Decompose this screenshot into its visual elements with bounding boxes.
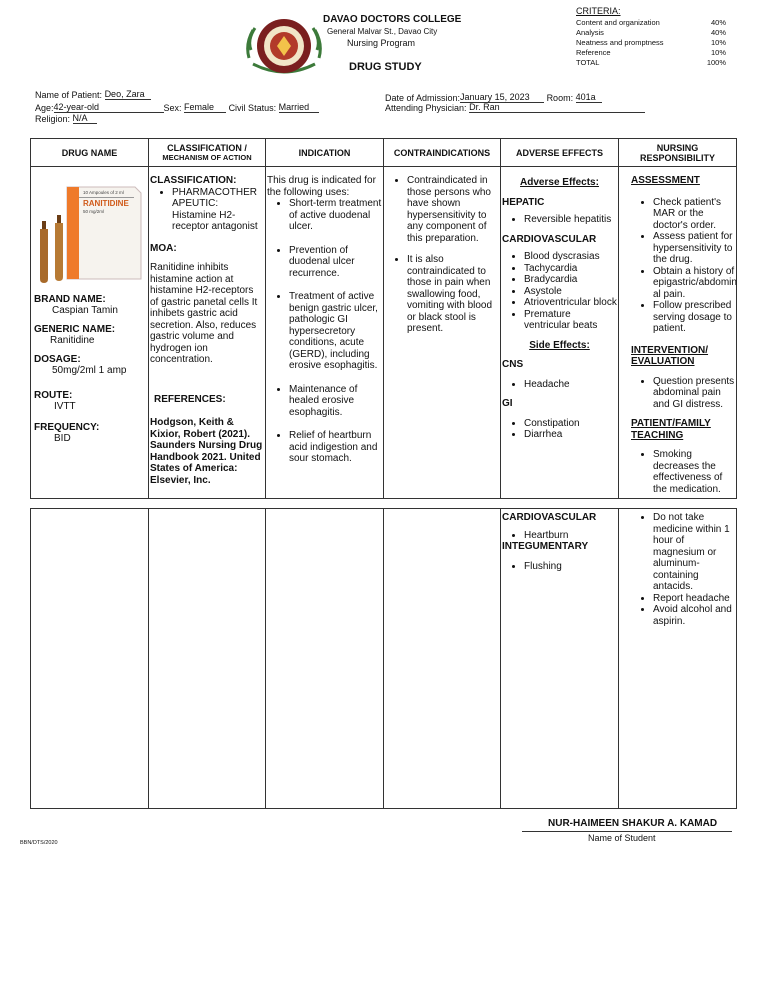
hepatic-label: HEPATIC — [502, 196, 545, 208]
col-contraindications: CONTRAINDICATIONS — [384, 139, 501, 167]
cns-label: CNS — [502, 359, 524, 370]
nursing-item: • Assess patient for hypersensitivity to the drug. — [653, 231, 735, 266]
references-text: Hodgson, Keith & Kixior, Robert (2021). Saunders Nursing Drug Handbook 2021. United States of America: Elsevier, Inc. — [150, 417, 263, 486]
empty-cell — [266, 509, 384, 809]
adverse-item: • Heartburn — [524, 530, 617, 542]
moa-label: MOA: — [150, 242, 177, 254]
patient-name: Deo, Zara — [105, 89, 151, 100]
room-number: 401a — [576, 92, 602, 103]
signature-line — [522, 831, 732, 832]
box-dose-text: 50 mg/2ml — [83, 209, 105, 214]
adverse-item: • Headache — [524, 379, 617, 391]
admission-row: Date of Admission:January 15, 2023 Room: 401a — [385, 92, 602, 103]
indication-item: • Relief of heartburn acid indigestion and sour stomach. — [289, 430, 382, 465]
box-brand-text: RANITIDINE — [83, 199, 129, 208]
criteria-box — [576, 6, 726, 68]
indication-item: • Treatment of active benign gastric ulcer, pathologic GI hypersecretory conditions, acute (GERD), including erosive esophagitis. — [289, 291, 382, 372]
college-address: General Malvar St., Davao City — [327, 27, 438, 36]
patient-civil-status: Married — [279, 102, 319, 113]
adverse-item: • Diarrhea — [524, 429, 617, 441]
student-name: NUR-HAIMEEN SHAKUR A. KAMAD — [548, 818, 718, 829]
indication-item: • Short-term treatment of active duodenal ulcer. — [289, 198, 382, 233]
patient-age-row: Age:42-year-old Sex: Female Civil Status: Married — [35, 102, 319, 113]
gi-label: GI — [502, 398, 513, 409]
physician-row: Attending Physician: Dr. Ran — [385, 102, 645, 113]
side-effects-title: Side Effects: — [529, 339, 590, 351]
pharmacotherapeutic-value: Histamine H2-receptor antagonist — [172, 209, 258, 232]
criteria-row: Content and organization 40% — [576, 18, 726, 27]
criteria-row: Reference 10% — [576, 48, 726, 57]
adverse-item: • Blood dyscrasias — [524, 251, 617, 263]
adverse-item: • Flushing — [524, 561, 617, 573]
intervention-label: INTERVENTION/ EVALUATION — [631, 344, 709, 367]
route: IVTT — [54, 401, 76, 412]
indication-intro: This drug is indicated for the following uses: — [267, 175, 376, 198]
college-name: DAVAO DOCTORS COLLEGE — [323, 14, 462, 25]
patient-name-row: Name of Patient: Deo, Zara — [35, 89, 151, 100]
form-code: BBN/DTS/2020 — [20, 840, 58, 846]
adverse-item: • Constipation — [524, 418, 617, 430]
classification-cell — [149, 167, 266, 499]
nursing-item: • Check patient's MAR or the doctor's order. — [653, 197, 735, 232]
contraindication-item: • It is also contraindicated to those in pain when swallowing food, vomiting with blood or black stool is present. — [407, 254, 499, 335]
admission-date: January 15, 2023 — [460, 92, 544, 103]
frequency: BID — [54, 433, 71, 444]
moa-text: Ranitidine inhibits histamine action at histamine H2-receptors of gastric panetal cells It inhibets gastric acid secretion. Also, reduces gastric volume and hydrogen ion concentration. — [150, 262, 258, 365]
pharmacotherapeutic-label: PHARMACOTHER APEUTIC: — [172, 186, 258, 209]
adverse-item: • Asystole — [524, 286, 617, 298]
nursing-item: • Report headache — [653, 593, 735, 605]
adverse-effects-title: Adverse Effects: — [520, 177, 599, 188]
integumentary-label: INTEGUMENTARY — [502, 541, 589, 552]
attending-physician: Dr. Ran — [469, 102, 645, 113]
empty-cell — [31, 509, 149, 809]
student-name-label: Name of Student — [588, 833, 656, 843]
classification-label: CLASSIFICATION: — [150, 175, 237, 186]
cardiovascular-label: CARDIOVASCULAR — [502, 233, 597, 245]
adverse-item: • Tachycardia — [524, 263, 617, 275]
col-classification: CLASSIFICATION / MECHANISM OF ACTION — [149, 139, 266, 167]
indication-cell — [266, 167, 384, 499]
patient-religion-row: Religion: N/A — [35, 113, 97, 124]
empty-cell — [149, 509, 266, 809]
drug-name-cell — [31, 167, 149, 499]
indication-item: • Maintenance of healed erosive esophagitis. — [289, 384, 382, 419]
references-label: REFERENCES: — [154, 393, 226, 405]
col-nursing-responsibility: NURSING RESPONSIBILITY — [619, 139, 737, 167]
document-title: DRUG STUDY — [349, 61, 422, 73]
contraindication-item: • Contraindicated in those persons who have shown hypersensitivity to any component of this preparation. — [407, 175, 499, 244]
criteria-row: TOTAL 100% — [576, 58, 726, 67]
nursing-cont-cell — [619, 509, 737, 809]
route-label: ROUTE: — [34, 390, 73, 401]
dosage: 50mg/2ml 1 amp — [52, 365, 127, 376]
col-adverse-effects: ADVERSE EFFECTS — [501, 139, 619, 167]
nursing-item: • Smoking decreases the effectiveness of the medication. — [653, 449, 735, 495]
cardiovascular-label: CARDIOVASCULAR — [502, 512, 597, 523]
adverse-effects-cell — [501, 167, 619, 499]
generic-name-label: GENERIC NAME: — [34, 324, 116, 335]
criteria-row: Neatness and promptness 10% — [576, 38, 726, 47]
indication-item: • Prevention of duodenal ulcer recurrence. — [289, 245, 382, 280]
drug-study-table — [30, 138, 737, 499]
program-name: Nursing Program — [347, 38, 416, 48]
nursing-item: • Question presents abdominal pain and GI distress. — [653, 376, 735, 411]
nursing-item: • Follow prescribed serving dosage to patient. — [653, 300, 735, 335]
frequency-label: FREQUENCY: — [34, 422, 100, 433]
nursing-item: • Do not take medicine within 1 hour of magnesium or aluminum-containing antacids. — [653, 512, 735, 593]
brand-name-label: BRAND NAME: — [34, 294, 106, 305]
drug-study-continuation-table — [30, 508, 737, 809]
nursing-responsibility-cell — [619, 167, 737, 499]
criteria-row: Analysis 40% — [576, 28, 726, 37]
patient-age: 42-year-old — [54, 102, 164, 113]
box-small-text: 10 Ampoules of 2 ml — [83, 190, 124, 195]
drug-box-image — [31, 167, 148, 291]
empty-cell — [384, 509, 501, 809]
adverse-item: • Bradycardia — [524, 274, 617, 286]
nursing-item: • Obtain a history of epigastric/abdomin al pain. — [653, 266, 735, 301]
adverse-item: • Atrioventricular block — [524, 297, 617, 309]
col-indication: INDICATION — [266, 139, 384, 167]
col-drug-name: DRUG NAME — [31, 139, 149, 167]
contraindications-cell — [384, 167, 501, 499]
patient-sex: Female — [184, 102, 226, 113]
adverse-item: • Reversible hepatitis — [524, 214, 617, 226]
generic-name: Ranitidine — [50, 335, 95, 346]
brand-name: Caspian Tamin — [52, 305, 118, 316]
adverse-item: • Premature ventricular beats — [524, 309, 617, 332]
dosage-label: DOSAGE: — [34, 354, 81, 365]
assessment-label: ASSESSMENT — [631, 175, 700, 186]
nursing-item: • Avoid alcohol and aspirin. — [653, 604, 735, 627]
patient-religion: N/A — [73, 113, 97, 124]
adverse-effects-cont-cell — [501, 509, 619, 809]
college-seal — [243, 14, 325, 80]
teaching-label: PATIENT/FAMILY TEACHING — [631, 418, 711, 441]
criteria-title: CRITERIA: — [576, 6, 621, 16]
